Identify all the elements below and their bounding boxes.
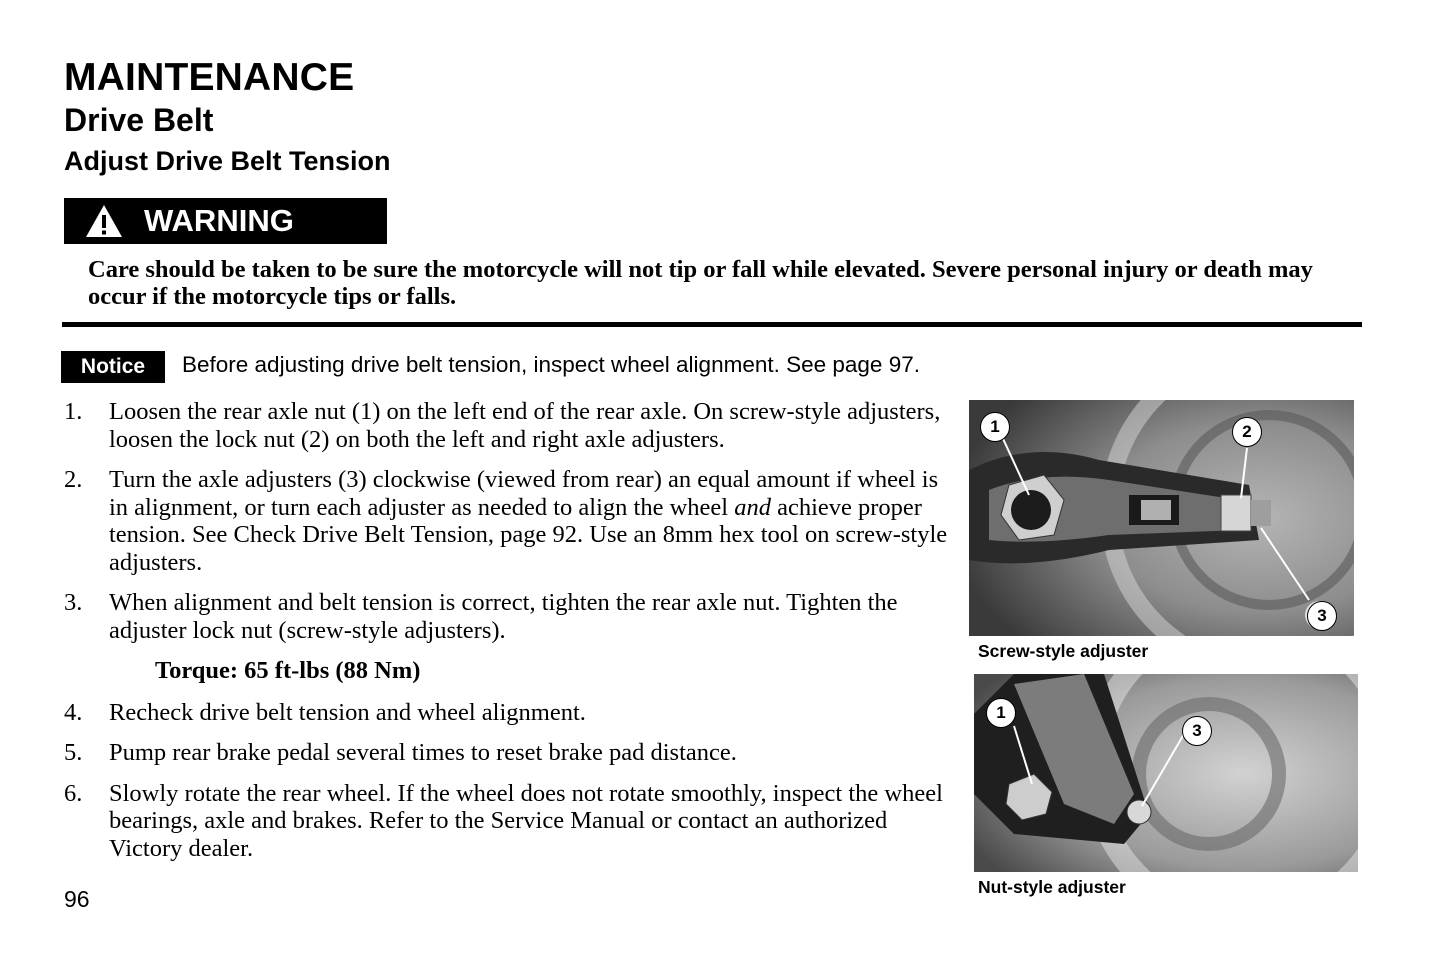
notice-label: Notice <box>61 351 165 383</box>
step-text: Recheck drive belt tension and wheel alignment. <box>109 698 586 726</box>
callout-3: 3 <box>1307 601 1337 631</box>
callout-1: 1 <box>986 698 1016 728</box>
callout-1: 1 <box>980 412 1010 442</box>
list-item <box>64 589 954 644</box>
list-item <box>64 398 954 453</box>
step-number: 5. <box>64 739 83 766</box>
nut-adjuster-photo <box>974 674 1358 872</box>
torque-spec: Torque: 65 ft-lbs (88 Nm) <box>155 657 421 684</box>
section-title: MAINTENANCE <box>64 56 355 99</box>
page-title: Drive Belt <box>64 102 214 138</box>
warning-text: Care should be taken to be sure the motorcycle will not tip or fall while elevated. Severe personal injury or death may occur if the motorcycle tips or falls. <box>88 256 1313 310</box>
step-number: 2. <box>64 466 83 493</box>
list-item <box>64 780 954 863</box>
list-item <box>64 466 954 576</box>
step-number: 4. <box>64 698 83 726</box>
list-item <box>64 699 954 727</box>
notice-text: Before adjusting drive belt tension, inspect wheel alignment. See page 97. <box>182 352 920 377</box>
callout-3: 3 <box>1182 716 1212 746</box>
warning-triangle-icon <box>84 203 124 239</box>
warning-banner <box>64 198 387 244</box>
step-text: When alignment and belt tension is correct, tighten the rear axle nut. Tighten the adjuster lock nut (screw-style adjusters). <box>109 589 898 644</box>
step-text: Pump rear brake pedal several times to reset brake pad distance. <box>109 739 737 766</box>
divider <box>62 322 1362 327</box>
step-text: Turn the axle adjusters (3) clockwise (viewed from rear) an equal amount if wheel is in alignment, or turn each adjuster as needed to align the wheel and achieve proper tension. See Check Drive Belt Tension, page 92. Use an 8mm hex tool on screw-style adjusters. <box>109 466 948 576</box>
page-number: 96 <box>64 886 90 912</box>
step-number: 1. <box>64 398 83 425</box>
steps-list <box>64 398 954 875</box>
screw-adjuster-photo <box>969 400 1354 636</box>
figure-caption: Nut-style adjuster <box>978 877 1126 897</box>
subsection-title: Adjust Drive Belt Tension <box>64 146 391 176</box>
callout-2: 2 <box>1232 417 1262 447</box>
step-number: 3. <box>64 589 83 616</box>
step-text: Loosen the rear axle nut (1) on the left end of the rear axle. On screw-style adjusters, loosen the lock nut (2) on both the left and right axle adjusters. <box>109 398 941 453</box>
step-text: Slowly rotate the rear wheel. If the wheel does not rotate smoothly, inspect the wheel bearings, axle and brakes. Refer to the Service Manual or contact an authorized Victory dealer. <box>109 779 943 862</box>
list-item <box>64 739 954 767</box>
figure-caption: Screw-style adjuster <box>978 641 1149 661</box>
warning-label: WARNING <box>144 203 294 238</box>
step-number: 6. <box>64 779 83 807</box>
